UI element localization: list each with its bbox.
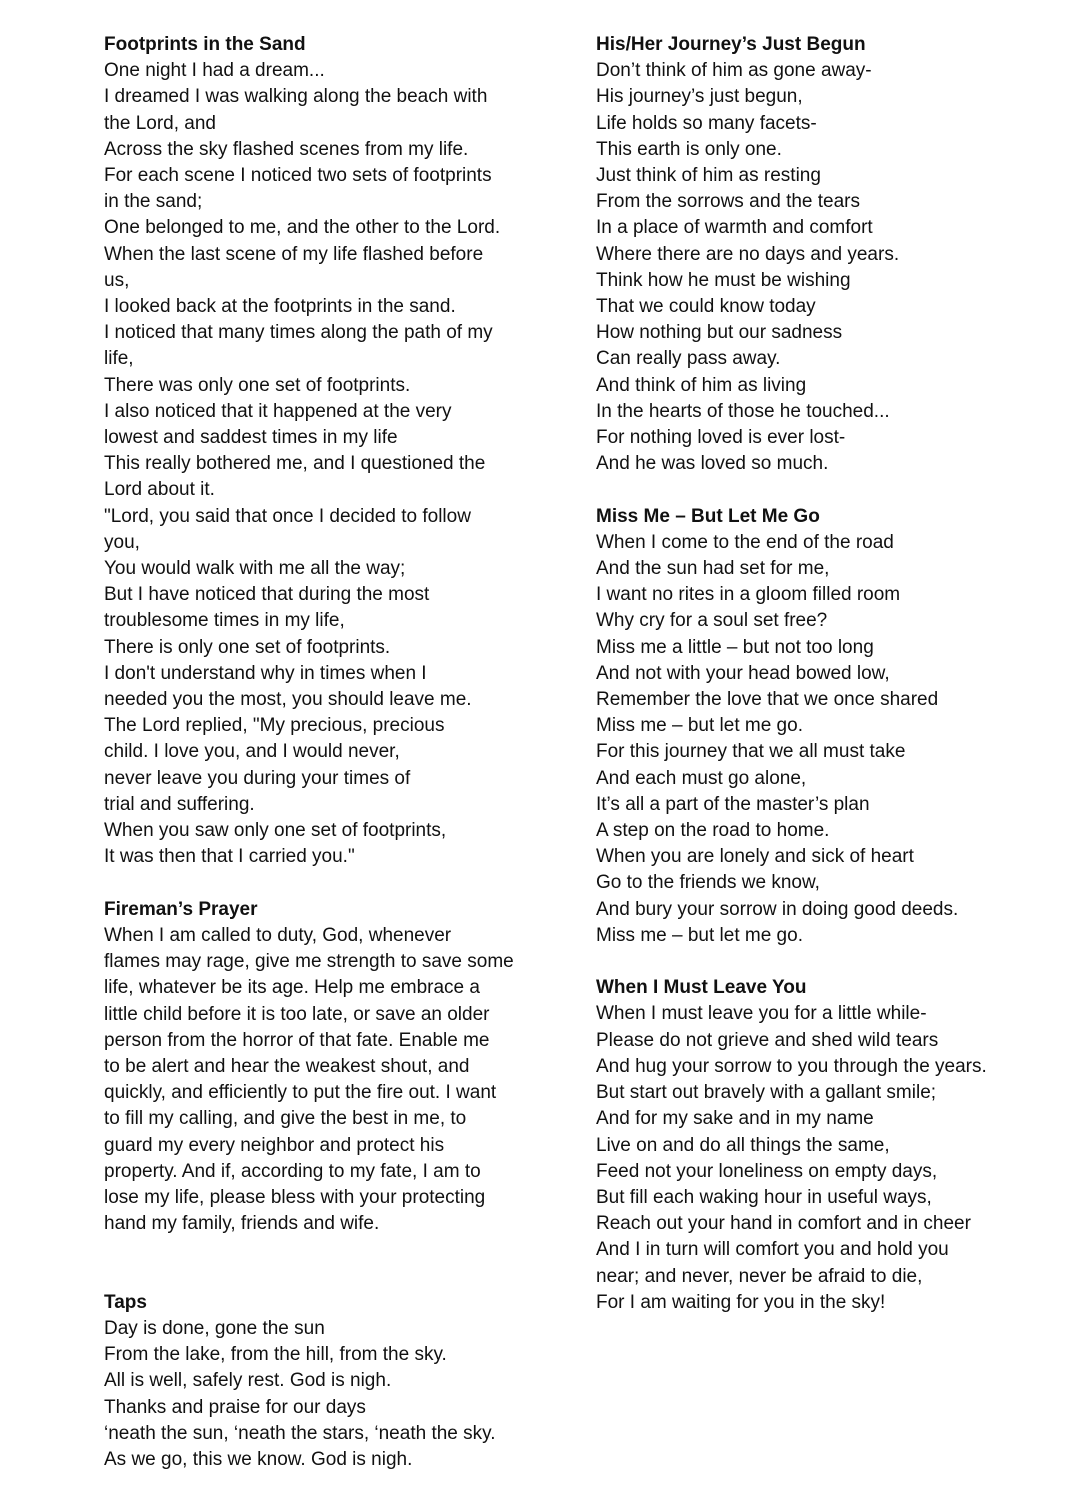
poem-line: flames may rage, give me strength to save some: [104, 951, 514, 973]
poem-body: [104, 923, 544, 1237]
poem-line: There is only one set of footprints.: [104, 636, 391, 658]
poem-line: Think how he must be wishing: [596, 269, 851, 291]
poem-body: [596, 58, 1066, 477]
poem-line: in the sand;: [104, 191, 203, 213]
poem-line: Across the sky flashed scenes from my life.: [104, 138, 469, 160]
poem-line: It was then that I carried you.": [104, 846, 355, 868]
poem-line: From the lake, from the hill, from the sky.: [104, 1344, 447, 1366]
poem-line: "Lord, you said that once I decided to follow: [104, 505, 471, 527]
poem-line: Go to the friends we know,: [596, 872, 820, 894]
poem-line: Life holds so many facets-: [596, 112, 817, 134]
poem-line: All is well, safely rest. God is nigh.: [104, 1370, 392, 1392]
left-column: [104, 32, 544, 1473]
poem-footprints-in-the-sand: [104, 32, 544, 871]
right-column: [596, 32, 1066, 1316]
poem-line: When I come to the end of the road: [596, 531, 894, 553]
poem-line: Miss me – but let me go.: [596, 715, 803, 737]
poem-line: Miss me a little – but not too long: [596, 636, 874, 658]
poem-line: When I must leave you for a little while-: [596, 1003, 927, 1025]
poem-line: Reach out your hand in comfort and in cheer: [596, 1213, 971, 1235]
poem-line: Just think of him as resting: [596, 165, 821, 187]
poem-line: Live on and do all things the same,: [596, 1134, 890, 1156]
poem-title: Taps: [104, 1291, 147, 1313]
poem-line: For nothing loved is ever lost-: [596, 427, 846, 449]
poem-line: As we go, this we know. God is nigh.: [104, 1448, 413, 1470]
poem-line: For this journey that we all must take: [596, 741, 906, 763]
poem-line: And I in turn will comfort you and hold you: [596, 1239, 949, 1261]
poem-line: lowest and saddest times in my life: [104, 427, 398, 449]
poem-body: [104, 1316, 544, 1473]
poem-line: You would walk with me all the way;: [104, 558, 406, 580]
section-spacer: [104, 1237, 544, 1289]
poem-line: hand my family, friends and wife.: [104, 1213, 380, 1235]
poem-title: Miss Me – But Let Me Go: [596, 505, 820, 527]
poem-line: When I am called to duty, God, whenever: [104, 924, 452, 946]
poem-journeys-just-begun: [596, 32, 1066, 477]
poem-body: [596, 1001, 1066, 1315]
poem-line: I also noticed that it happened at the very: [104, 400, 452, 422]
poem-line: child. I love you, and I would never,: [104, 741, 400, 763]
poem-line: I want no rites in a gloom filled room: [596, 584, 901, 606]
poem-line: to fill my calling, and give the best in me, to: [104, 1108, 467, 1130]
poem-line: And think of him as living: [596, 374, 807, 396]
poem-line: Don’t think of him as gone away-: [596, 60, 872, 82]
poem-line: needed you the most, you should leave me.: [104, 689, 472, 711]
poem-line: Lord about it.: [104, 479, 215, 501]
poem-line: A step on the road to home.: [596, 820, 830, 842]
poem-title: When I Must Leave You: [596, 977, 807, 999]
poem-line: When you saw only one set of footprints,: [104, 820, 447, 842]
poem-line: His journey’s just begun,: [596, 86, 803, 108]
section-spacer: [596, 949, 1066, 975]
poem-line: In the hearts of those he touched...: [596, 400, 890, 422]
poem-line: Can really pass away.: [596, 348, 781, 370]
poem-line: guard my every neighbor and protect his: [104, 1134, 445, 1156]
poem-line: I don't understand why in times when I: [104, 662, 427, 684]
poem-line: quickly, and efficiently to put the fire out. I want: [104, 1082, 497, 1104]
poem-line: When you are lonely and sick of heart: [596, 846, 914, 868]
poem-line: Please do not grieve and shed wild tears: [596, 1029, 939, 1051]
poem-line: person from the horror of that fate. Enable me: [104, 1029, 490, 1051]
poem-line: the Lord, and: [104, 112, 216, 134]
poem-line: ‘neath the sun, ‘neath the stars, ‘neath the sky.: [104, 1422, 496, 1444]
poem-line: trial and suffering.: [104, 793, 255, 815]
poem-title: Footprints in the Sand: [104, 34, 306, 55]
poem-line: This really bothered me, and I questioned the: [104, 453, 486, 475]
poem-line: Feed not your loneliness on empty days,: [596, 1160, 938, 1182]
poem-line: property. And if, according to my fate, I am to: [104, 1160, 481, 1182]
poem-body: [596, 530, 1066, 949]
poem-line: In a place of warmth and comfort: [596, 217, 873, 239]
poem-line: How nothing but our sadness: [596, 322, 843, 344]
poem-line: One belonged to me, and the other to the Lord.: [104, 217, 501, 239]
poem-taps: [104, 1290, 544, 1473]
poem-line: And hug your sorrow to you through the years.: [596, 1055, 987, 1077]
poem-line: And not with your head bowed low,: [596, 662, 890, 684]
poem-line: I looked back at the footprints in the sand.: [104, 296, 456, 318]
poem-line: I dreamed I was walking along the beach with: [104, 86, 488, 108]
poem-line: There was only one set of footprints.: [104, 374, 411, 396]
poem-line: never leave you during your times of: [104, 767, 411, 789]
poem-line: The Lord replied, "My precious, precious: [104, 715, 445, 737]
poem-line: That we could know today: [596, 296, 816, 318]
poem-line: us,: [104, 269, 130, 291]
poem-line: life,: [104, 348, 134, 370]
poem-line: But fill each waking hour in useful ways,: [596, 1186, 932, 1208]
poem-line: One night I had a dream...: [104, 60, 325, 82]
poem-line: This earth is only one.: [596, 138, 782, 160]
poem-line: Day is done, gone the sun: [104, 1317, 325, 1339]
poem-line: you,: [104, 531, 140, 553]
poem-when-i-must-leave-you: [596, 975, 1066, 1316]
poem-line: For I am waiting for you in the sky!: [596, 1291, 886, 1313]
poem-line: life, whatever be its age. Help me embrace a: [104, 977, 480, 999]
poem-line: near; and never, never be afraid to die,: [596, 1265, 923, 1287]
poem-line: For each scene I noticed two sets of footprints: [104, 165, 492, 187]
poem-line: But I have noticed that during the most: [104, 584, 430, 606]
poem-line: And each must go alone,: [596, 767, 807, 789]
poem-line: little child before it is too late, or save an older: [104, 1003, 490, 1025]
poem-line: And he was loved so much.: [596, 453, 829, 475]
poem-line: And bury your sorrow in doing good deeds.: [596, 898, 959, 920]
poem-line: Miss me – but let me go.: [596, 924, 803, 946]
section-spacer: [104, 871, 544, 897]
poem-line: And the sun had set for me,: [596, 558, 830, 580]
poem-line: When the last scene of my life flashed before: [104, 243, 484, 265]
poem-title: His/Her Journey’s Just Begun: [596, 34, 866, 55]
poem-line: to be alert and hear the weakest shout, and: [104, 1055, 470, 1077]
poem-line: troublesome times in my life,: [104, 610, 345, 632]
poem-miss-me-but-let-me-go: [596, 504, 1066, 949]
poem-line: But start out bravely with a gallant smile;: [596, 1082, 937, 1104]
poem-title: Fireman’s Prayer: [104, 898, 258, 920]
poem-line: I noticed that many times along the path of my: [104, 322, 493, 344]
poem-line: It’s all a part of the master’s plan: [596, 793, 870, 815]
poem-line: And for my sake and in my name: [596, 1108, 874, 1130]
poem-line: Why cry for a soul set free?: [596, 610, 828, 632]
poem-line: Where there are no days and years.: [596, 243, 900, 265]
poem-line: Remember the love that we once shared: [596, 689, 939, 711]
poem-line: lose my life, please bless with your protecting: [104, 1186, 486, 1208]
poem-line: Thanks and praise for our days: [104, 1396, 366, 1418]
section-spacer: [596, 477, 1066, 503]
poem-body: [104, 58, 544, 870]
poem-line: From the sorrows and the tears: [596, 191, 860, 213]
poem-firemans-prayer: [104, 897, 544, 1238]
